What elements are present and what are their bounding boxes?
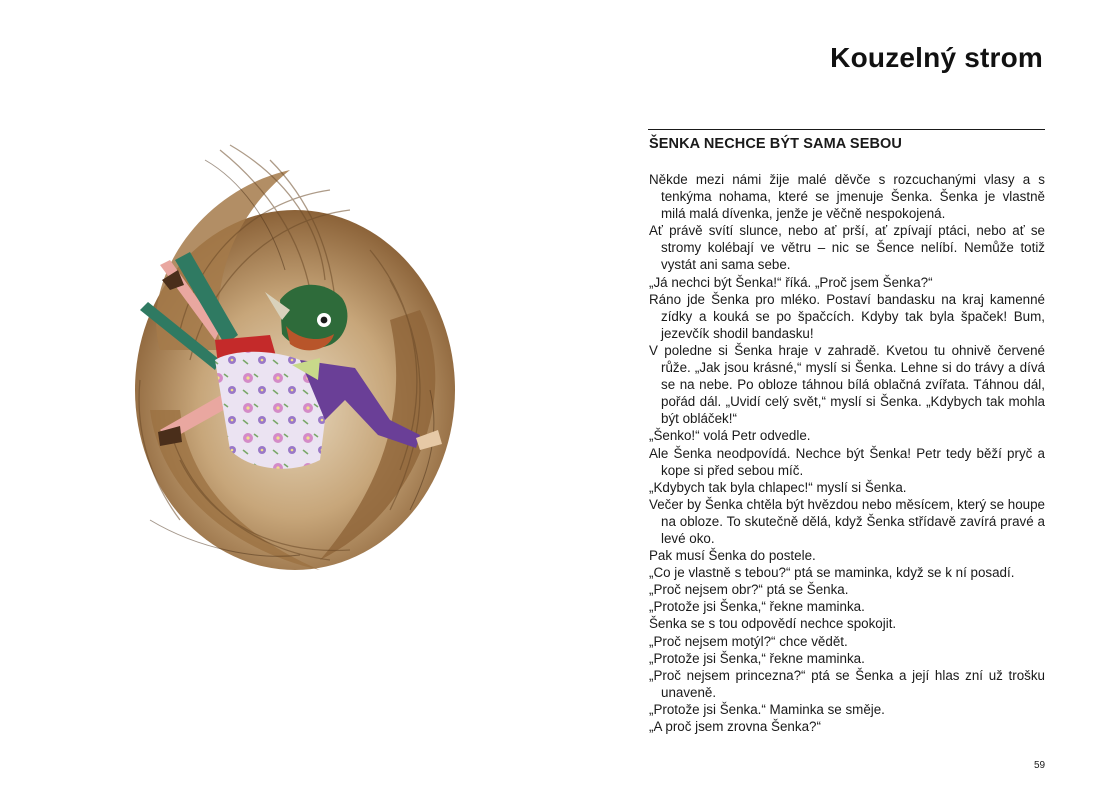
right-page	[548, 0, 1095, 800]
fur-ball	[135, 145, 455, 570]
story-paragraph: „Proč nejsem motýl?“ chce vědět.	[649, 633, 848, 649]
story-paragraph: „Šenko!“ volá Petr odvedle.	[649, 428, 811, 444]
story-paragraph: Večer by Šenka chtěla být hvězdou nebo měsícem, který se houpe na obloze. To skutečně dělá, když Šenka střídavě zavírá pravé a levé oko.	[649, 496, 1045, 546]
story-paragraph: „Protože jsi Šenka,“ řekne maminka.	[649, 650, 865, 666]
story-text	[649, 171, 1045, 735]
story-paragraph: „Proč nejsem obr?“ ptá se Šenka.	[649, 582, 849, 598]
story-paragraph: V poledne si Šenka hraje v zahradě. Kvetou tu ohnivě červené růže. „Jak jsou krásné,“ myslí si Šenka. Lehne si do trávy a dívá se na nebe. Po obloze táhnou bílá oblačná zvířata. Táhnou dál, pořád dál. „Uvidí celý svět,“ myslí si Šenka. „Kdybych tak mohla být obláček!“	[649, 342, 1045, 427]
story-paragraph: Ráno jde Šenka pro mléko. Postaví bandasku na kraj kamenné zídky a kouká se po špačcích. Kdyby tak byla špaček! Bum, jezevčík shodil bandasku!	[649, 291, 1045, 341]
story-paragraph: „Kdybych tak byla chlapec!“ myslí si Šenka.	[649, 479, 907, 495]
girl-in-fur-illustration	[120, 130, 460, 580]
story-paragraph: Ať právě svítí slunce, nebo ať prší, ať zpívají ptáci, nebo ať se stromy kolébají ve větru – nic se Šence nelíbí. Nemůže totiž vystát ani sama sebe.	[649, 223, 1045, 273]
section-divider	[648, 129, 1045, 130]
chapter-title: Kouzelný strom	[830, 42, 1043, 73]
story-paragraph: Šenka se s tou odpovědí nechce spokojit.	[649, 616, 897, 632]
story-paragraph: „Protože jsi Šenka,“ řekne maminka.	[649, 599, 865, 615]
page-number: 59	[1034, 760, 1046, 771]
section-title: ŠENKA NECHCE BÝT SAMA SEBOU	[649, 136, 902, 152]
story-paragraph: Někde mezi námi žije malé děvče s rozcuchanými vlasy a s tenkýma nohama, které se jmenuje Šenka. Šenka je vlastně milá malá dívenka, jenže je věčně nespokojená.	[649, 172, 1045, 222]
story-paragraph: Pak musí Šenka do postele.	[649, 548, 816, 564]
story-paragraph: „Proč nejsem princezna?“ ptá se Šenka a její hlas zní už trošku unaveně.	[649, 667, 1045, 700]
story-paragraph: „A proč jsem zrovna Šenka?“	[649, 719, 821, 734]
story-paragraph: „Co je vlastně s tebou?“ ptá se maminka, když se k ní posadí.	[649, 565, 1015, 581]
story-paragraph: „Protože jsi Šenka.“ Maminka se směje.	[649, 701, 885, 717]
story-paragraph: Ale Šenka neodpovídá. Nechce být Šenka! Petr tedy běží pryč a kope si před sebou míč.	[649, 445, 1045, 478]
story-paragraph: „Já nechci být Šenka!“ říká. „Proč jsem Šenka?“	[649, 274, 933, 290]
